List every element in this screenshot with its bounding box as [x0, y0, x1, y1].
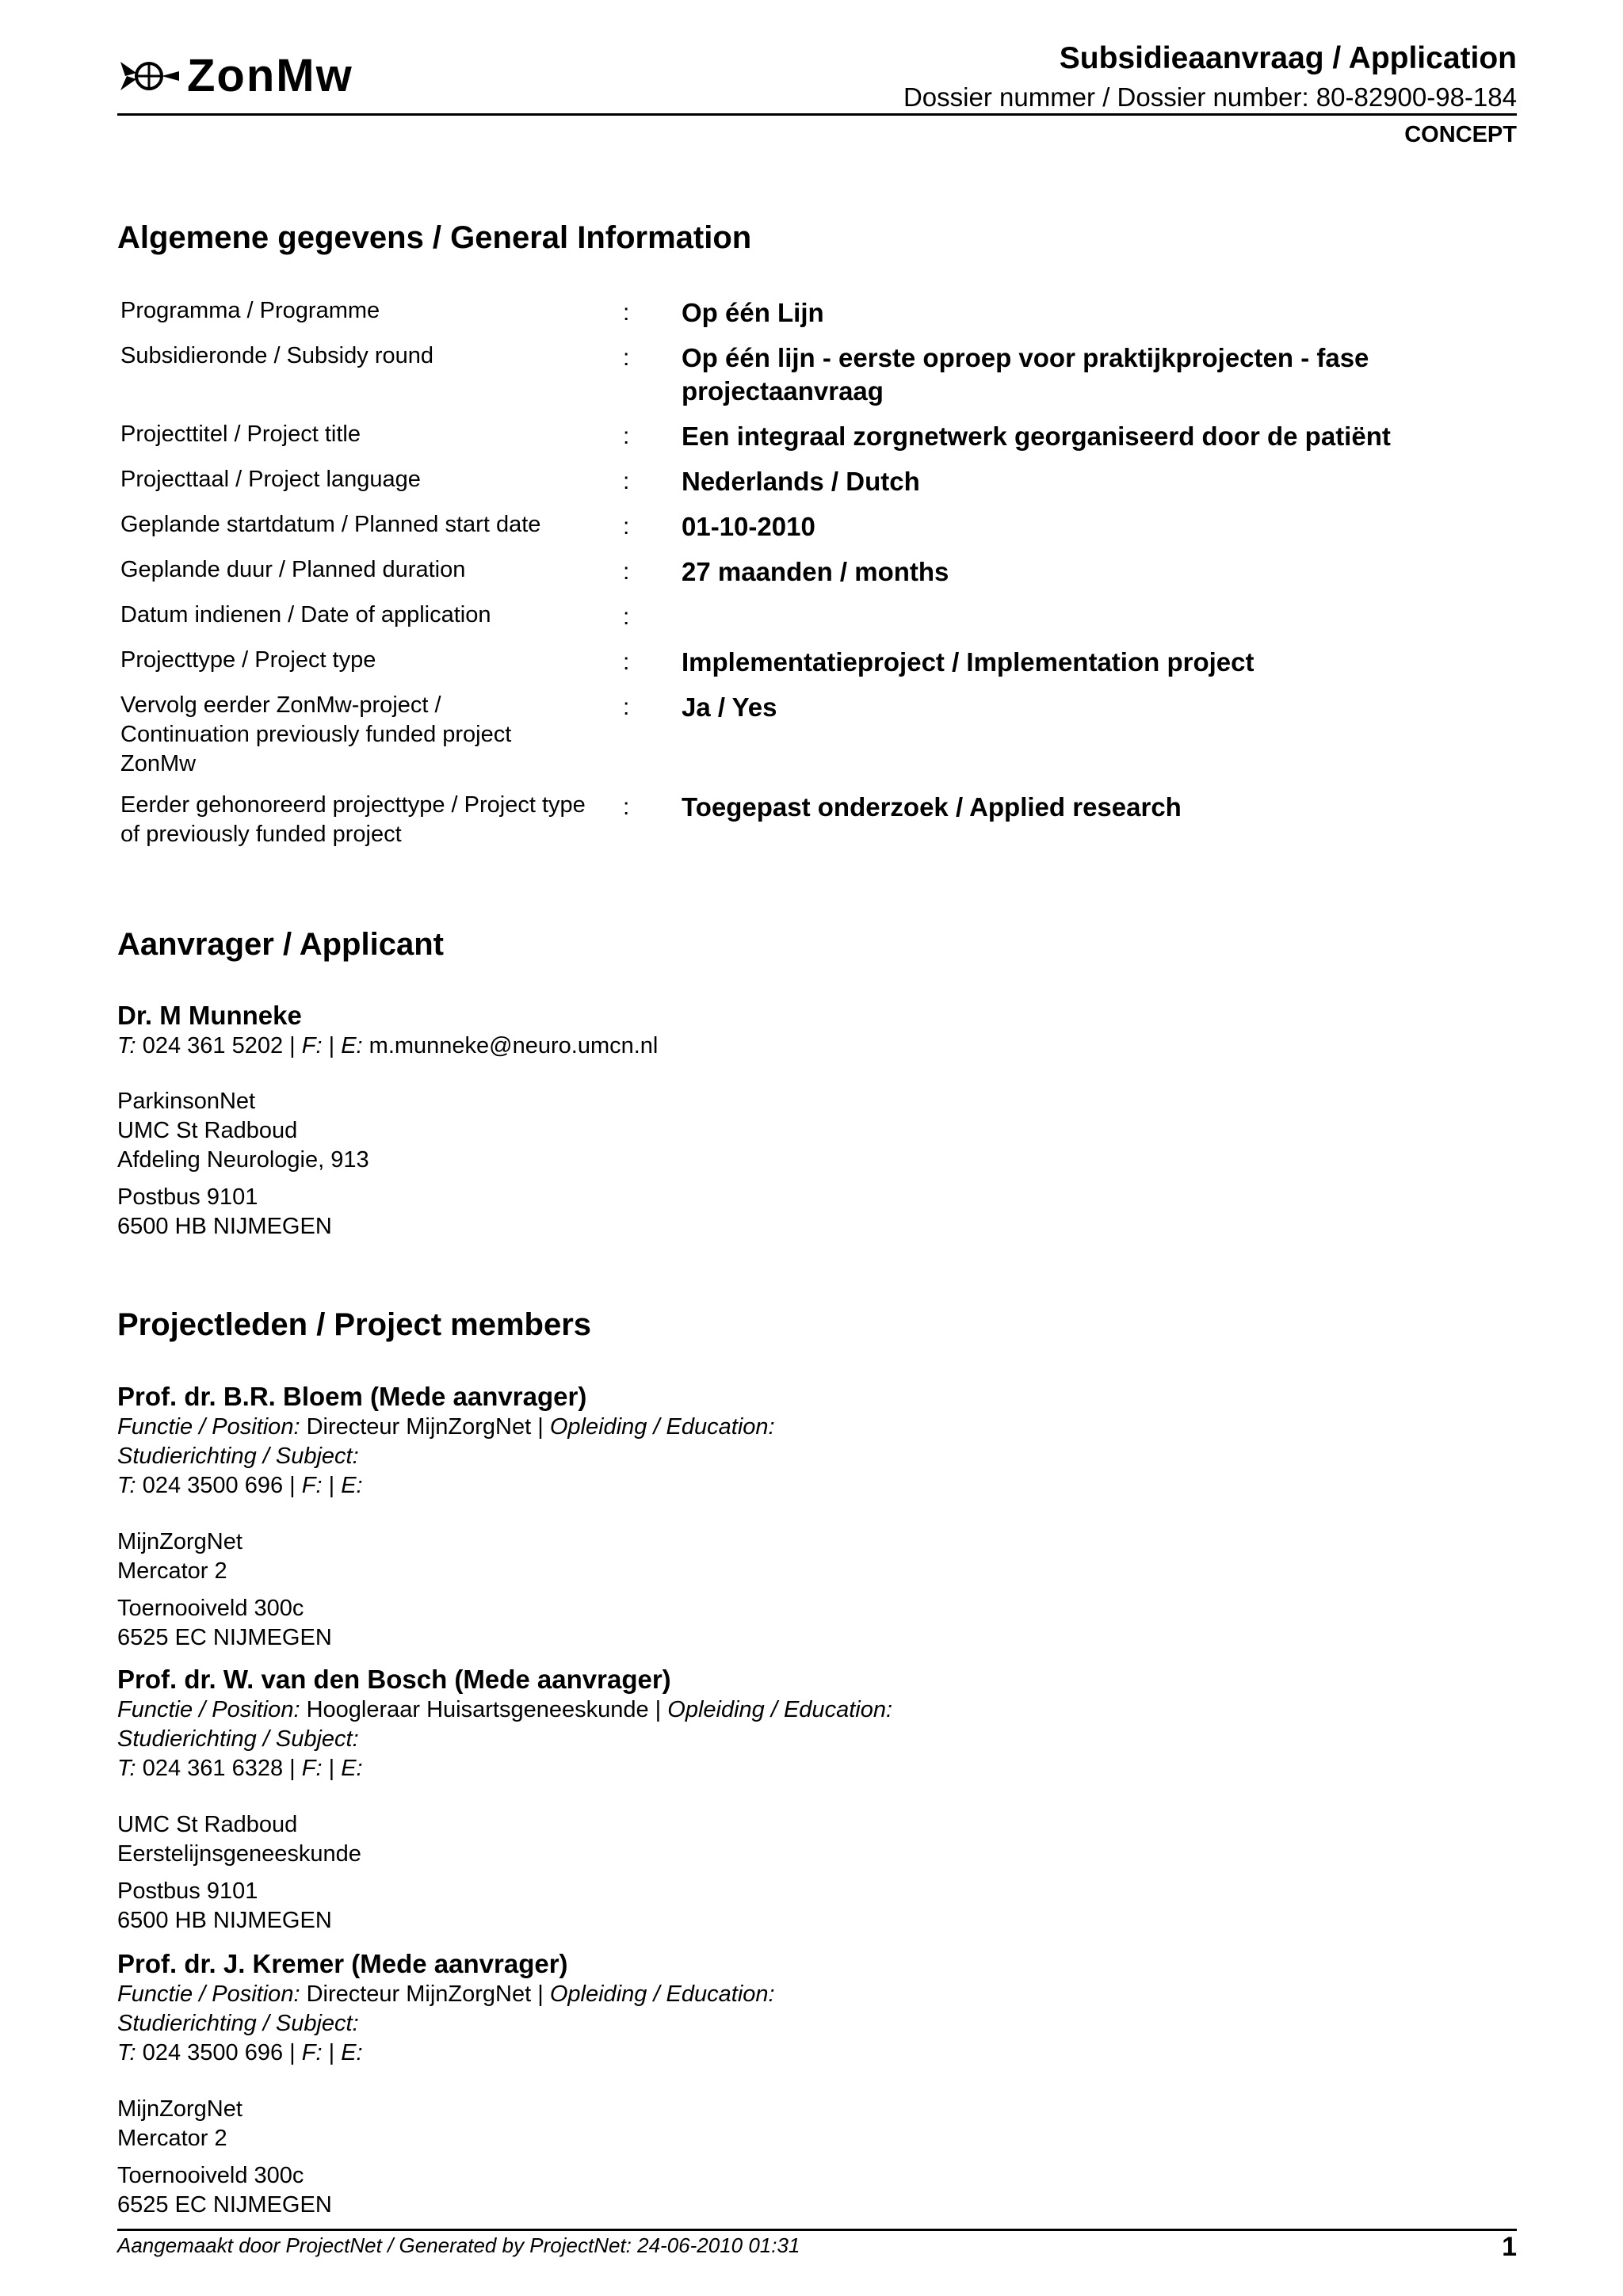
address-line: Postbus 9101 [117, 1184, 258, 1210]
member-name: Prof. dr. B.R. Bloem (Mede aanvrager) [117, 1382, 587, 1411]
info-colon: : [623, 468, 630, 494]
general-info-heading: Algemene gegevens / General Information [117, 220, 752, 255]
phone-label: T: [117, 2040, 136, 2065]
phone-label: T: [117, 1756, 136, 1781]
footer-divider [117, 2229, 1517, 2231]
member-contact: T: 024 3500 696 | F: | E: [117, 1473, 363, 1498]
address-line: Postbus 9101 [117, 1878, 258, 1904]
member-phone: 024 3500 696 [142, 2040, 284, 2065]
email-label: E: [341, 2040, 363, 2065]
info-label: Geplande startdatum / Planned start date [120, 512, 541, 537]
info-label: Projecttype / Project type [120, 647, 376, 673]
subject-label: Studierichting / Subject: [117, 1444, 359, 1469]
member-phone: 024 3500 696 [142, 1473, 284, 1498]
info-colon: : [623, 513, 630, 540]
info-label: Projecttaal / Project language [120, 467, 421, 492]
position-value: Directeur MijnZorgNet [306, 1981, 532, 2007]
member-phone: 024 361 6328 [142, 1756, 284, 1781]
zonmw-logo [117, 51, 379, 101]
address-line: MijnZorgNet [117, 1529, 242, 1554]
applicant-name: Dr. M Munneke [117, 1001, 302, 1030]
address-line: 6500 HB NIJMEGEN [117, 1908, 332, 1933]
info-label: Datum indienen / Date of application [120, 602, 491, 627]
generated-by: Aangemaakt door ProjectNet / Generated by ProjectNet: 24-06-2010 01:31 [117, 2233, 800, 2257]
address-line: ParkinsonNet [117, 1089, 256, 1114]
phone-label: T: [117, 1473, 136, 1498]
info-value: Nederlands / Dutch [682, 467, 920, 496]
info-colon: : [623, 345, 630, 371]
member-position: Functie / Position: Hoogleraar Huisartsgeneeskunde | Opleiding / Education: [117, 1697, 893, 1722]
fax-label: F: [301, 1756, 323, 1781]
position-label: Functie / Position: [117, 1697, 300, 1722]
info-value: Implementatieproject / Implementation project [682, 647, 1254, 677]
address-line: Toernooiveld 300c [117, 1596, 304, 1621]
position-value: Directeur MijnZorgNet [306, 1414, 532, 1440]
applicant-phone: 024 361 5202 [142, 1033, 284, 1058]
info-colon: : [623, 559, 630, 585]
info-value: Op één lijn - eerste oproep voor praktijkprojecten - fase projectaanvraag [682, 343, 1369, 406]
document-page [117, 0, 1517, 2296]
info-label: Geplande duur / Planned duration [120, 557, 466, 582]
page-number: 1 [1502, 2232, 1517, 2262]
logo-wordmark: ZonMw [187, 50, 353, 101]
info-colon: : [623, 423, 630, 449]
address-line: Mercator 2 [117, 1558, 227, 1584]
member-name: Prof. dr. W. van den Bosch (Mede aanvrager) [117, 1665, 671, 1694]
info-colon: : [623, 794, 630, 820]
info-value: 01-10-2010 [682, 512, 815, 541]
zonmw-logo-icon [117, 52, 182, 100]
education-label: Opleiding / Education: [549, 1414, 775, 1440]
info-value: 27 maanden / months [682, 557, 949, 586]
member-position: Functie / Position: Directeur MijnZorgNet | Opleiding / Education: [117, 1981, 775, 2007]
info-value: Een integraal zorgnetwerk georganiseerd door de patiënt [682, 421, 1391, 451]
phone-label: T: [117, 1033, 136, 1058]
info-colon: : [623, 694, 630, 720]
member-contact: T: 024 3500 696 | F: | E: [117, 2040, 363, 2065]
info-value: Op één Lijn [682, 298, 824, 327]
members-heading: Projectleden / Project members [117, 1307, 592, 1342]
info-value: Ja / Yes [682, 692, 777, 722]
header-divider [117, 113, 1517, 116]
address-line: UMC St Radboud [117, 1812, 298, 1837]
address-line: Afdeling Neurologie, 913 [117, 1147, 369, 1173]
fax-label: F: [301, 1473, 323, 1498]
member-contact: T: 024 361 6328 | F: | E: [117, 1756, 363, 1781]
info-value: Toegepast onderzoek / Applied research [682, 792, 1182, 822]
fax-label: F: [301, 1033, 323, 1058]
subject-label: Studierichting / Subject: [117, 2011, 359, 2036]
position-label: Functie / Position: [117, 1414, 300, 1440]
education-label: Opleiding / Education: [667, 1697, 893, 1722]
email-label: E: [341, 1756, 363, 1781]
fax-label: F: [301, 2040, 323, 2065]
subject-label: Studierichting / Subject: [117, 1726, 359, 1752]
member-position: Functie / Position: Directeur MijnZorgNet | Opleiding / Education: [117, 1414, 775, 1440]
info-colon: : [623, 604, 630, 630]
status-label: CONCEPT [1404, 122, 1517, 147]
position-value: Hoogleraar Huisartsgeneeskunde [306, 1697, 649, 1722]
email-label: E: [341, 1473, 363, 1498]
address-line: MijnZorgNet [117, 2096, 242, 2122]
document-title: Subsidieaanvraag / Application [1059, 41, 1517, 75]
applicant-contact: T: 024 361 5202 | F: | E: m.munneke@neuro.umcn.nl [117, 1033, 659, 1058]
info-label: Vervolg eerder ZonMw-project / Continuation previously funded project ZonMw [120, 692, 512, 776]
address-line: 6525 EC NIJMEGEN [117, 2192, 332, 2218]
email-label: E: [341, 1033, 363, 1058]
info-label: Programma / Programme [120, 298, 380, 323]
info-label: Projecttitel / Project title [120, 421, 361, 447]
info-label: Subsidieronde / Subsidy round [120, 343, 433, 368]
address-line: Eerstelijnsgeneeskunde [117, 1841, 361, 1867]
address-line: 6500 HB NIJMEGEN [117, 1214, 332, 1239]
dossier-number: Dossier nummer / Dossier number: 80-82900-98-184 [903, 82, 1517, 112]
applicant-heading: Aanvrager / Applicant [117, 927, 444, 962]
info-colon: : [623, 649, 630, 675]
address-line: 6525 EC NIJMEGEN [117, 1625, 332, 1650]
info-label: Eerder gehonoreerd projecttype / Project type of previously funded project [120, 792, 586, 847]
member-name: Prof. dr. J. Kremer (Mede aanvrager) [117, 1949, 568, 1978]
address-line: Mercator 2 [117, 2126, 227, 2151]
position-label: Functie / Position: [117, 1981, 300, 2007]
applicant-email: m.munneke@neuro.umcn.nl [369, 1033, 659, 1058]
info-colon: : [623, 299, 630, 326]
address-line: Toernooiveld 300c [117, 2163, 304, 2188]
education-label: Opleiding / Education: [549, 1981, 775, 2007]
address-line: UMC St Radboud [117, 1118, 298, 1143]
